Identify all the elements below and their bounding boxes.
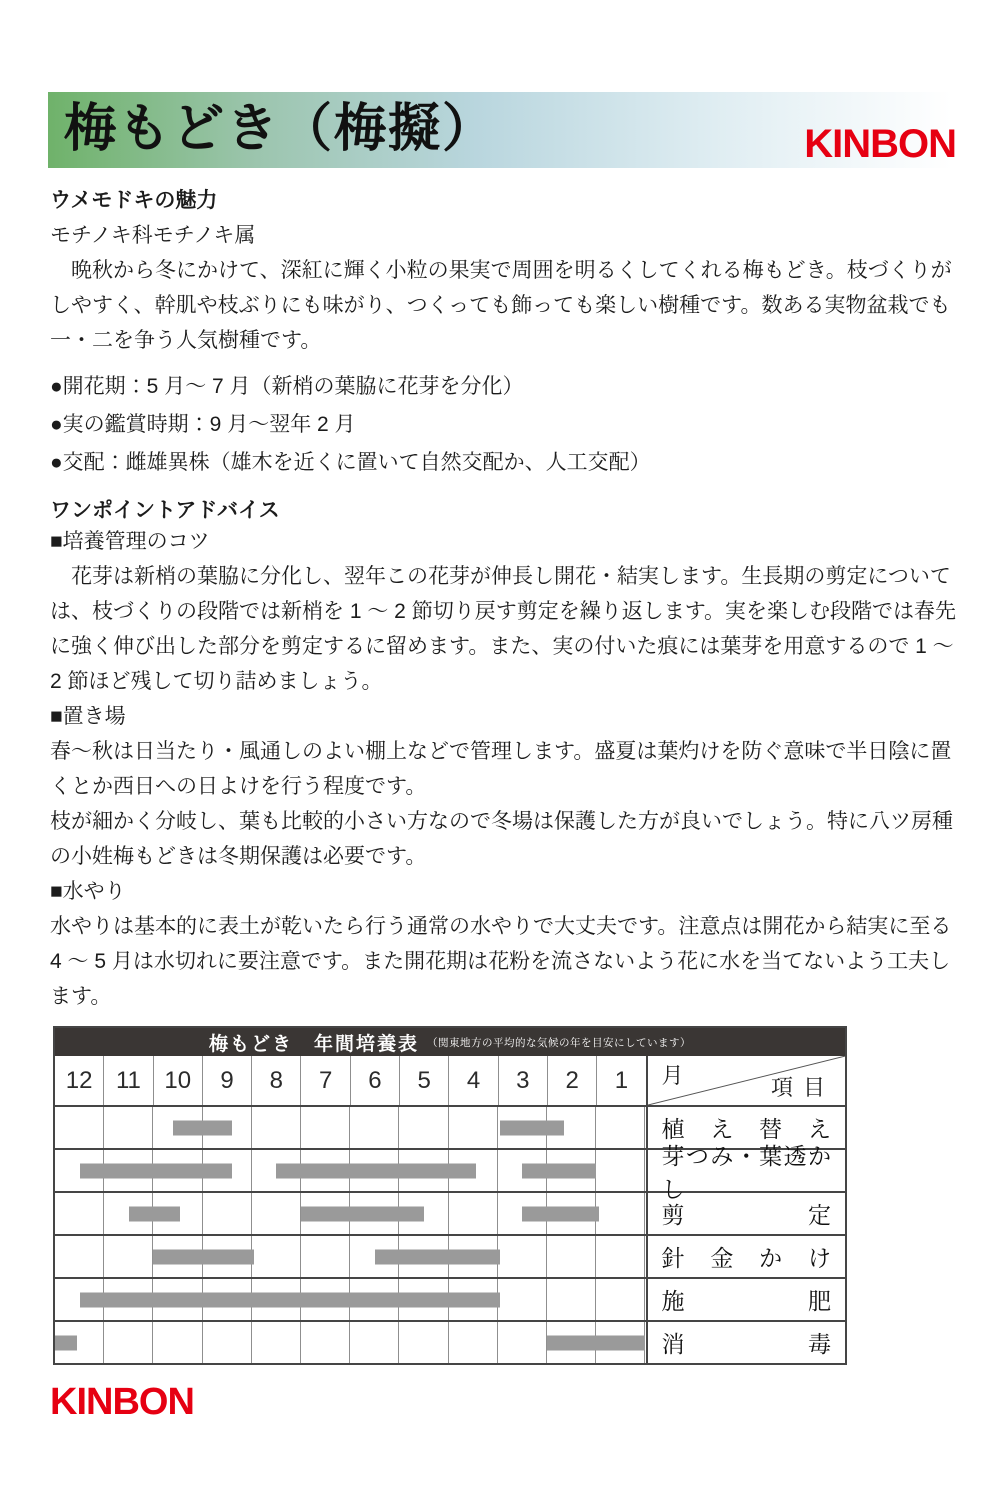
article-body [50,188,958,1014]
grid-cell [449,1193,498,1234]
month-cell: 3 [499,1056,548,1105]
advice-heading: ワンポイントアドバイス [50,499,280,522]
month-cell: 1 [614,1066,629,1094]
care-paragraph: 花芽は新梢の葉脇に分化し、翌年この花芽が伸長し開花・結実します。生長期の剪定については、枝づくりの段階では新梢を 1 ～ 2 節切り戻す剪定を繰り返します。実を楽しむ段階では春先に強く伸び出した部分を剪定するに留めます。また、実の付いた痕には葉芽を用意するので 1 ～ 2 節ほど残して切り詰めましょう。 [50,565,957,693]
intro-heading: ウメモドキの魅力 [50,189,218,212]
table-title: 梅もどき 年間培養表 [208,1033,419,1055]
table-row [55,1191,845,1234]
row-label-text: 剪定 [661,1202,831,1228]
grid-cell [252,1107,301,1148]
grid-cell [153,1322,202,1363]
grid-cell [350,1107,399,1148]
month-cell: 8 [252,1056,301,1105]
grid-cell [399,1107,448,1148]
month-cell: 10 [154,1056,203,1105]
activity-bar [55,1335,77,1350]
subheading-care: ■培養管理のコツ [50,530,210,553]
activity-bar [500,1120,564,1135]
month-cell: 6 [351,1056,400,1105]
month-grid [55,1322,646,1363]
grid-cell [498,1279,547,1320]
month-grid [55,1193,646,1234]
kinbon-logo-bottom: KINBON [50,1381,194,1423]
grid-cell [596,1107,645,1148]
placement-paragraph-1: 春～秋は日当たり・風通しのよい棚上などで管理します。盛夏は葉灼けを防ぐ意味で半日陰に置くとか西日への日よけを行う程度です。 [50,740,952,798]
month-grid [55,1107,646,1148]
activity-bar [153,1249,254,1264]
taxonomy-line: モチノキ科モチノキ属 [50,224,256,247]
subheading-watering: ■水やり [50,880,126,903]
grid-cell [498,1236,547,1277]
grid-cell [596,1279,645,1320]
month-cell: 9 [203,1056,252,1105]
grid-cell [449,1107,498,1148]
month-cell: 5 [400,1056,449,1105]
subheading-placement: ■置き場 [50,705,126,728]
table-row [55,1277,845,1320]
month-cell: 2 [548,1056,597,1105]
grid-cell [596,1193,645,1234]
grid-cell [301,1236,350,1277]
grid-cell [252,1193,301,1234]
corner-item-label: 項目 [770,1075,835,1100]
table-rows [55,1105,845,1363]
row-label [646,1236,846,1277]
grid-cell [252,1322,301,1363]
grid-cell [55,1236,104,1277]
grid-cell [104,1236,153,1277]
grid-cell [104,1322,153,1363]
page-title: 梅もどき（梅擬） [64,101,497,158]
activity-bar [522,1163,596,1178]
month-cell: 11 [104,1056,153,1105]
row-label [646,1142,846,1202]
table-subtitle: （関東地方の平均的な気候の年を目安にしています） [427,1036,691,1049]
kinbon-logo-top: KINBON [804,122,956,166]
grid-cell [350,1322,399,1363]
month-grid [55,1279,646,1320]
row-label [646,1322,846,1363]
grid-cell [301,1322,350,1363]
grid-cell [301,1107,350,1148]
corner-month-label: 月 [661,1063,684,1088]
activity-bar [375,1249,500,1264]
intro-paragraph: 晩秋から冬にかけて、深紅に輝く小粒の果実で周囲を明るくしてくれる梅もどき。枝づくりがしやすく、幹肌や枝ぶりにも味がり、つくっても飾っても楽しい樹種です。数ある実物盆栽でも一・二を争う人気樹種です。 [50,259,952,352]
grid-cell [547,1279,596,1320]
month-grid [55,1150,646,1191]
table-row [55,1142,845,1202]
grid-cell [203,1322,252,1363]
grid-cell [399,1322,448,1363]
grid-cell [252,1236,301,1277]
placement-paragraph-2: 枝が細かく分岐し、葉も比較的小さい方なので冬場は保護した方が良いでしょう。特に八ツ房種の小姓梅もどきは冬期保護は必要です。 [50,810,953,868]
table-row [55,1320,845,1363]
month-grid-header [55,1056,646,1105]
annual-cultivation-table [53,1026,847,1365]
watering-paragraph: 水やりは基本的に表土が乾いたら行う通常の水やりで大丈夫です。注意点は開花から結実に至る 4 ～ 5 月は水切れに要注意です。また開花期は花粉を流さないよう花に水を当てないよう工夫します。 [50,915,952,1008]
row-label [646,1279,846,1320]
bullet-fruit-viewing: ●実の鑑賞時期：9 月～翌年 2 月 [50,413,356,436]
row-label-text: 消毒 [661,1331,831,1357]
month-cell: 12 [55,1056,104,1105]
activity-bar [276,1163,475,1178]
grid-cell [449,1322,498,1363]
month-grid [55,1236,646,1277]
table-title-bar [55,1028,845,1056]
activity-bar [80,1292,501,1307]
grid-cell [596,1236,645,1277]
grid-cell [55,1107,104,1148]
grid-cell [203,1193,252,1234]
table-month-header [55,1056,845,1105]
activity-bar [80,1163,233,1178]
table-row [55,1234,845,1277]
row-label-text: 施肥 [661,1288,831,1314]
grid-cell [104,1107,153,1148]
grid-cell [498,1322,547,1363]
activity-bar [173,1120,232,1135]
row-label [646,1193,846,1234]
bullet-pollination: ●交配：雌雄異株（雄木を近くに置いて自然交配か、人工交配） [50,451,651,474]
row-label-text: 植え替え [661,1116,831,1142]
activity-bar [129,1206,181,1221]
month-cell: 7 [301,1056,350,1105]
month-cell: 4 [449,1056,498,1105]
bullet-list [50,368,958,482]
row-label-text: 芽つみ・葉透かし [661,1142,831,1202]
activity-bar [547,1335,645,1350]
corner-cell [646,1056,846,1105]
grid-cell [547,1236,596,1277]
activity-bar [522,1206,598,1221]
row-label-text: 針金かけ [661,1245,831,1271]
activity-bar [301,1206,424,1221]
grid-cell [55,1193,104,1234]
bullet-flowering: ●開花期：5 月～ 7 月（新梢の葉脇に花芽を分化） [50,375,524,398]
grid-cell [596,1150,645,1191]
